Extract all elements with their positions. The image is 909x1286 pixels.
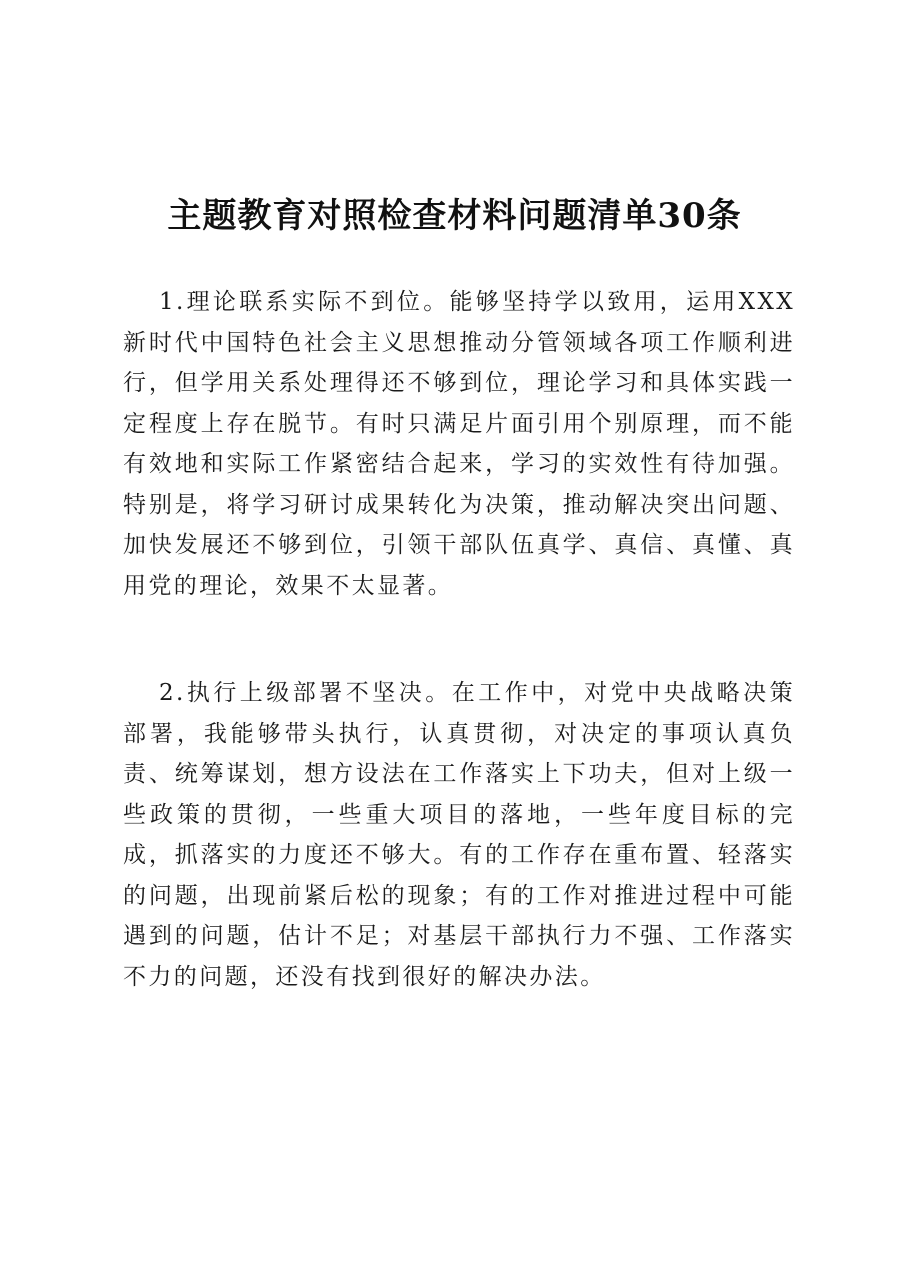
document-title: 主题教育对照检查材料问题清单30条 <box>167 196 742 236</box>
paragraph-2: 2.执行上级部署不坚决。在工作中，对党中央战略决策部署，我能够带头执行，认真贯彻，对决定的事项认真负责、统筹谋划，想方设法在工作落实上下功夫，但对上级一些政策的贯彻，一些重大项目的落地，一些年度目标的完成，抓落实的力度还不够大。有的工作存在重布置、轻落实的问题，出现前紧后松的现象；有的工作对推进过程中可能遇到的问题，估计不足；对基层干部执行力不强、工作落实不力的问题，还没有找到很好的解决办法。 <box>123 680 795 990</box>
paragraph-1: 1.理论联系实际不到位。能够坚持学以致用，运用XXX新时代中国特色社会主义思想推动分管领域各项工作顺利进行，但学用关系处理得还不够到位，理论学习和具体实践一定程度上存在脱节。有时只满足片面引用个别原理，而不能有效地和实际工作紧密结合起来，学习的实效性有待加强。特别是，将学习研讨成果转化为决策，推动解决突出问题、加快发展还不够到位，引领干部队伍真学、真信、真懂、真用党的理论，效果不太显著。 <box>123 289 795 599</box>
